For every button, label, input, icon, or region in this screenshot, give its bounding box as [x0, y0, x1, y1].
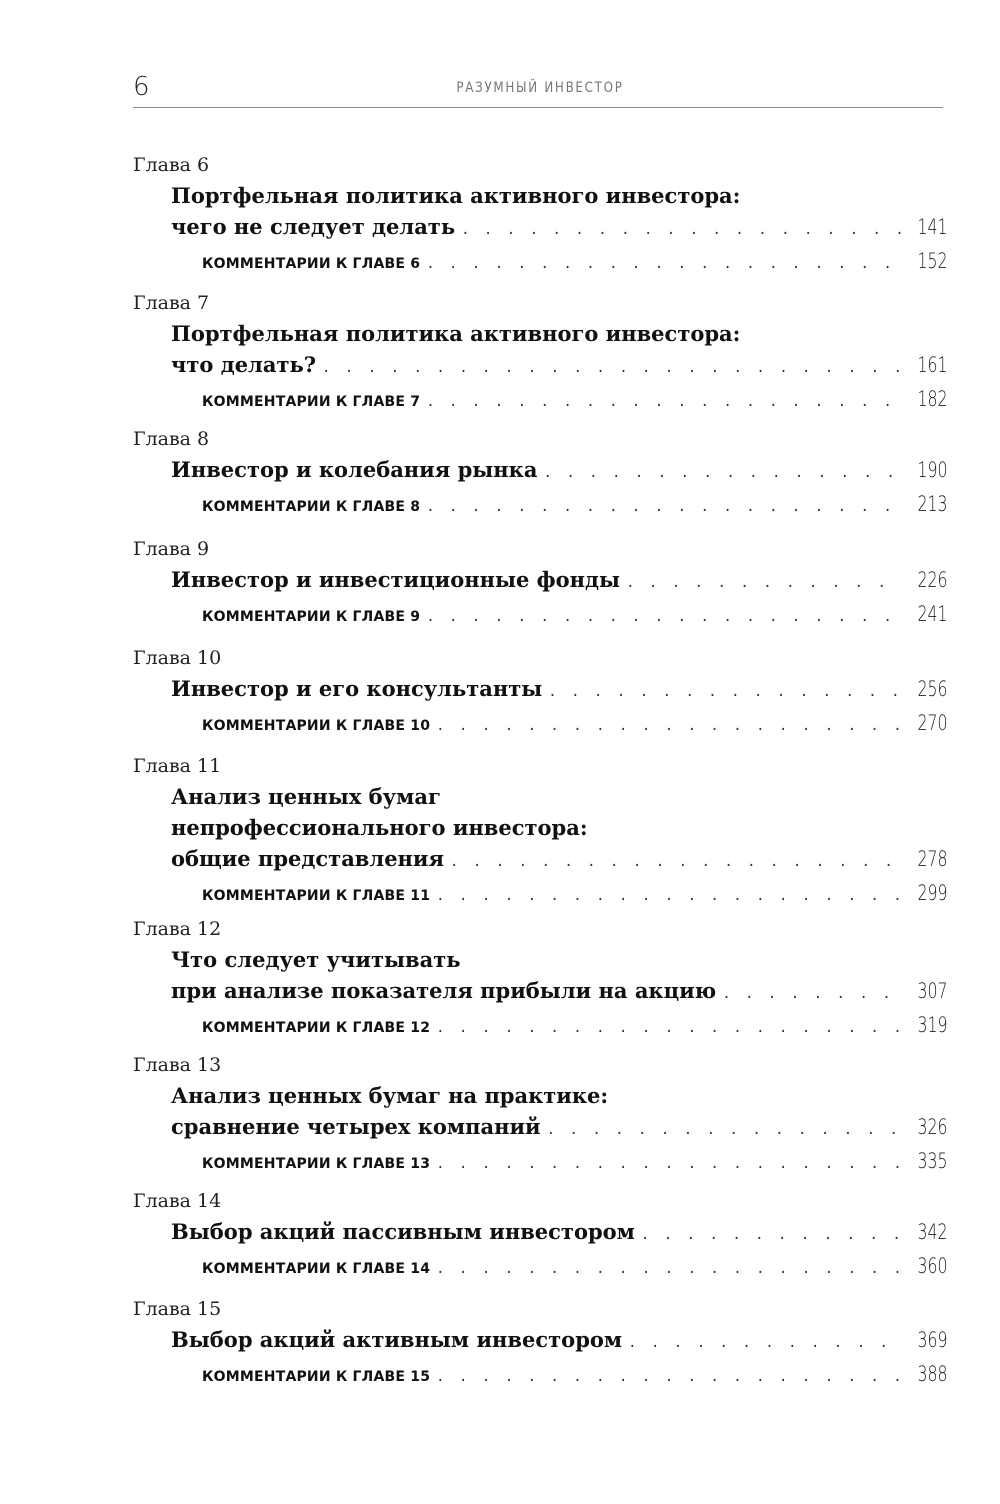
commentary-page-number: 360	[917, 1254, 948, 1278]
dot-leader	[436, 1358, 903, 1396]
commentary-row[interactable]	[202, 242, 948, 280]
chapter-title-row[interactable]	[171, 843, 948, 874]
chapter-label: Глава 9	[133, 538, 210, 560]
header-rule	[133, 107, 943, 108]
chapter-title: Инвестор и его консультанты	[171, 676, 543, 701]
dot-leader	[436, 877, 903, 915]
dot-leader	[450, 847, 903, 878]
chapter-title: общие представления	[171, 846, 445, 871]
commentary-title: КОММЕНТАРИИ К ГЛАВЕ 8	[202, 499, 421, 515]
dot-leader	[543, 458, 903, 489]
commentary-page-number: 241	[917, 602, 948, 626]
commentary-title: КОММЕНТАРИИ К ГЛАВЕ 11	[202, 888, 431, 904]
chapter-label: Глава 15	[133, 1298, 222, 1320]
dot-leader	[461, 215, 903, 246]
chapter-entry	[133, 751, 948, 912]
commentary-row[interactable]	[202, 1006, 948, 1044]
dot-leader	[426, 383, 903, 421]
commentary-page-number: 388	[917, 1362, 948, 1386]
dot-leader	[436, 1250, 903, 1288]
dot-leader	[722, 979, 903, 1010]
chapter-entry	[133, 1294, 948, 1393]
chapter-label: Глава 14	[133, 1190, 222, 1212]
commentary-row[interactable]	[202, 1142, 948, 1180]
dot-leader	[641, 1220, 903, 1251]
commentary-page-number: 299	[917, 881, 948, 905]
commentary-row[interactable]	[202, 485, 948, 523]
chapter-page-number: 307	[917, 979, 948, 1003]
commentary-title: КОММЕНТАРИИ К ГЛАВЕ 15	[202, 1369, 431, 1385]
commentary-row[interactable]	[202, 704, 948, 742]
chapter-title-row[interactable]	[171, 1111, 948, 1142]
chapter-title-line: Что следует учитывать	[171, 947, 461, 972]
commentary-page-number: 335	[917, 1149, 948, 1173]
chapter-title: Выбор акций пассивным инвестором	[171, 1219, 635, 1244]
dot-leader	[426, 598, 903, 636]
dot-leader	[628, 1328, 903, 1359]
chapter-title-row[interactable]	[171, 1216, 948, 1247]
chapter-entry	[133, 534, 948, 633]
chapter-title: что делать?	[171, 352, 317, 377]
chapter-title-row[interactable]	[171, 454, 948, 485]
dot-leader	[436, 707, 903, 745]
dot-leader	[436, 1145, 903, 1183]
chapter-title-row[interactable]	[171, 211, 948, 242]
chapter-title-line: непрофессионального инвестора:	[171, 815, 588, 840]
chapter-label: Глава 12	[133, 918, 222, 940]
chapter-title-line: Анализ ценных бумаг	[171, 784, 441, 809]
chapter-title: Инвестор и инвестиционные фонды	[171, 567, 621, 592]
commentary-page-number: 182	[917, 387, 948, 411]
chapter-entry	[133, 150, 948, 280]
chapter-title-line: Портфельная политика активного инвестора:	[171, 321, 741, 346]
chapter-label: Глава 13	[133, 1054, 222, 1076]
chapter-label: Глава 7	[133, 292, 210, 314]
running-title: РАЗУМНЫЙ ИНВЕСТОР	[456, 80, 624, 96]
dot-leader	[626, 568, 903, 599]
chapter-title: Выбор акций активным инвестором	[171, 1327, 623, 1352]
commentary-row[interactable]	[202, 874, 948, 912]
dot-leader	[548, 677, 903, 708]
chapter-entry	[133, 1050, 948, 1180]
chapter-page-number: 256	[917, 677, 948, 701]
commentary-row[interactable]	[202, 595, 948, 633]
chapter-label: Глава 10	[133, 647, 222, 669]
chapter-title-row[interactable]	[171, 349, 948, 380]
dot-leader	[547, 1115, 903, 1146]
chapter-page-number: 226	[917, 568, 948, 592]
commentary-title: КОММЕНТАРИИ К ГЛАВЕ 12	[202, 1020, 431, 1036]
chapter-label: Глава 6	[133, 154, 210, 176]
chapter-entry	[133, 1186, 948, 1285]
chapter-page-number: 141	[917, 215, 948, 239]
dot-leader	[426, 245, 903, 283]
chapter-entry	[133, 288, 948, 418]
chapter-page-number: 161	[917, 353, 948, 377]
commentary-title: КОММЕНТАРИИ К ГЛАВЕ 6	[202, 256, 421, 272]
chapter-title: чего не следует делать	[171, 214, 456, 239]
commentary-page-number: 152	[917, 249, 948, 273]
commentary-title: КОММЕНТАРИИ К ГЛАВЕ 10	[202, 718, 431, 734]
dot-leader	[436, 1009, 903, 1047]
chapter-title: Инвестор и колебания рынка	[171, 457, 538, 482]
chapter-entry	[133, 914, 948, 1044]
chapter-page-number: 326	[917, 1115, 948, 1139]
commentary-title: КОММЕНТАРИИ К ГЛАВЕ 9	[202, 609, 421, 625]
chapter-title: при анализе показателя прибыли на акцию	[171, 978, 717, 1003]
commentary-row[interactable]	[202, 1355, 948, 1393]
commentary-row[interactable]	[202, 1247, 948, 1285]
commentary-title: КОММЕНТАРИИ К ГЛАВЕ 7	[202, 394, 421, 410]
chapter-title: сравнение четырех компаний	[171, 1114, 541, 1139]
commentary-page-number: 213	[917, 492, 948, 516]
chapter-page-number: 190	[917, 458, 948, 482]
chapter-page-number: 278	[917, 847, 948, 871]
dot-leader	[426, 488, 903, 526]
commentary-row[interactable]	[202, 380, 948, 418]
chapter-label: Глава 11	[133, 755, 222, 777]
chapter-title-row[interactable]	[171, 673, 948, 704]
chapter-page-number: 369	[917, 1328, 948, 1352]
page-number: 6	[133, 72, 150, 102]
commentary-title: КОММЕНТАРИИ К ГЛАВЕ 14	[202, 1261, 431, 1277]
chapter-label: Глава 8	[133, 428, 210, 450]
commentary-title: КОММЕНТАРИИ К ГЛАВЕ 13	[202, 1156, 431, 1172]
chapter-entry	[133, 643, 948, 742]
chapter-title-line: Портфельная политика активного инвестора:	[171, 183, 741, 208]
commentary-page-number: 270	[917, 711, 948, 735]
chapter-entry	[133, 424, 948, 523]
commentary-page-number: 319	[917, 1013, 948, 1037]
chapter-title-line: Анализ ценных бумаг на практике:	[171, 1083, 609, 1108]
chapter-page-number: 342	[917, 1220, 948, 1244]
chapter-title-row[interactable]	[171, 1324, 948, 1355]
dot-leader	[322, 353, 903, 384]
chapter-title-row[interactable]	[171, 975, 948, 1006]
chapter-title-row[interactable]	[171, 564, 948, 595]
